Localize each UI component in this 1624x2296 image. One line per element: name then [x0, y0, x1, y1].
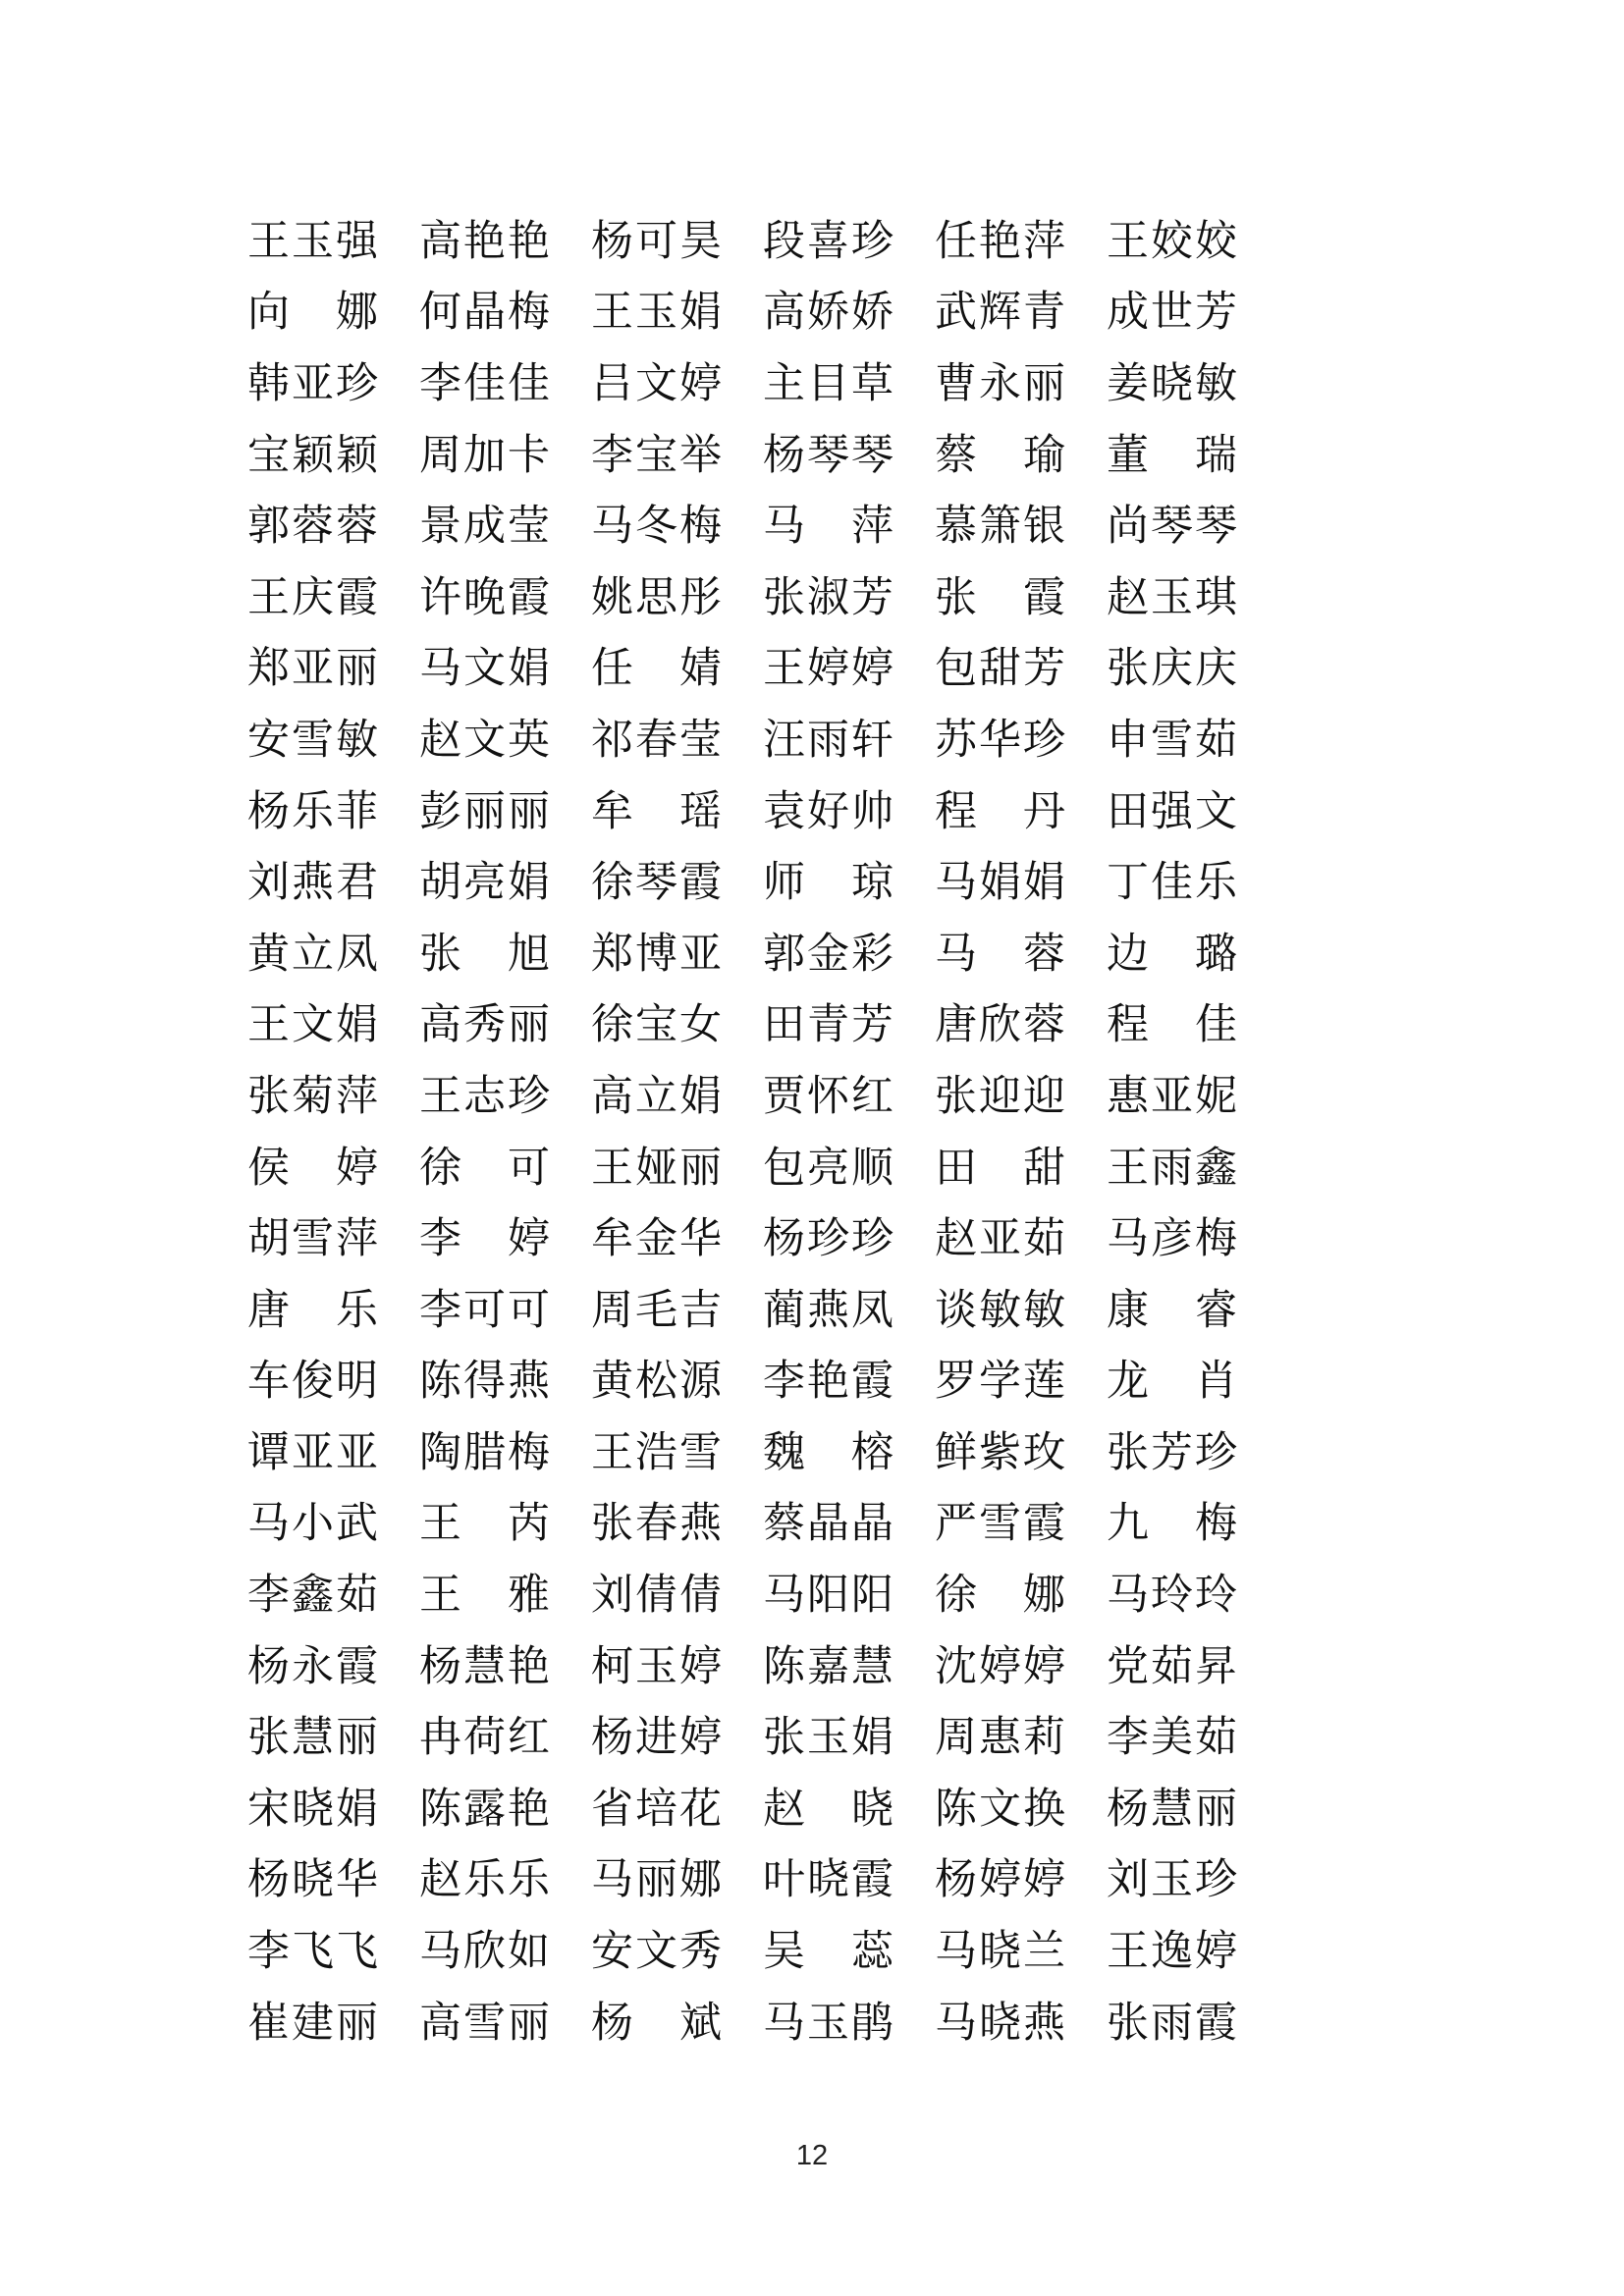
name-cell: 张庆庆 [1107, 644, 1239, 694]
name-cell: 陈文换 [935, 1784, 1067, 1834]
name-cell: 唐欣蓉 [935, 1000, 1067, 1050]
name-cell: 李宝举 [591, 430, 724, 480]
name-cell: 王玉强 [247, 216, 380, 266]
name-cell: 刘玉珍 [1107, 1855, 1239, 1905]
name-cell: 陈露艳 [419, 1784, 552, 1834]
name-cell: 省培花 [591, 1784, 724, 1834]
name-cell: 黄立凤 [247, 929, 380, 979]
name-cell: 袁好帅 [763, 786, 895, 836]
name-cell: 马 萍 [763, 502, 895, 552]
name-cell: 张雨霞 [1107, 1998, 1239, 2048]
name-cell: 王雨鑫 [1107, 1143, 1239, 1193]
name-cell: 任艳萍 [935, 216, 1067, 266]
name-cell: 李佳佳 [419, 358, 552, 408]
name-cell: 龙 肖 [1107, 1357, 1239, 1407]
name-cell: 马欣如 [419, 1927, 552, 1977]
name-cell: 张春燕 [591, 1499, 724, 1549]
name-cell: 马晓燕 [935, 1998, 1067, 2048]
name-cell: 程 佳 [1107, 1000, 1239, 1050]
name-cell: 周加卡 [419, 430, 552, 480]
name-cell: 安文秀 [591, 1927, 724, 1977]
name-cell: 马文娟 [419, 644, 552, 694]
name-cell: 贾怀红 [763, 1071, 895, 1121]
name-cell: 宝颖颖 [247, 430, 380, 480]
name-cell: 杨慧艳 [419, 1641, 552, 1691]
name-cell: 田强文 [1107, 786, 1239, 836]
name-cell: 陶腊梅 [419, 1427, 552, 1477]
name-cell: 杨晓华 [247, 1855, 380, 1905]
name-cell: 郑博亚 [591, 929, 724, 979]
name-cell: 田青芳 [763, 1000, 895, 1050]
name-cell: 李可可 [419, 1285, 552, 1335]
name-cell: 牟金华 [591, 1214, 724, 1264]
name-cell: 高雪丽 [419, 1998, 552, 2048]
name-cell: 马 蓉 [935, 929, 1067, 979]
name-list [247, 206, 1249, 2058]
name-cell: 赵 晓 [763, 1784, 895, 1834]
name-cell: 惠亚妮 [1107, 1071, 1239, 1121]
name-cell: 李 婷 [419, 1214, 552, 1264]
name-cell: 黄松源 [591, 1357, 724, 1407]
name-cell: 许晚霞 [419, 572, 552, 622]
name-cell: 李飞飞 [247, 1927, 380, 1977]
name-cell: 张 霞 [935, 572, 1067, 622]
name-cell: 马小武 [247, 1499, 380, 1549]
name-cell: 韩亚珍 [247, 358, 380, 408]
name-cell: 曹永丽 [935, 358, 1067, 408]
name-cell: 张淑芳 [763, 572, 895, 622]
name-cell: 王婷婷 [763, 644, 895, 694]
name-cell: 牟 瑶 [591, 786, 724, 836]
name-cell: 丁佳乐 [1107, 858, 1239, 908]
name-cell: 胡亮娟 [419, 858, 552, 908]
name-cell: 王姣姣 [1107, 216, 1239, 266]
name-cell: 任 婧 [591, 644, 724, 694]
name-cell: 高秀丽 [419, 1000, 552, 1050]
name-cell: 杨慧丽 [1107, 1784, 1239, 1834]
name-cell: 成世芳 [1107, 288, 1239, 338]
name-cell: 王娅丽 [591, 1143, 724, 1193]
name-cell: 马玲玲 [1107, 1571, 1239, 1621]
name-cell: 车俊明 [247, 1357, 380, 1407]
name-cell: 党茹昇 [1107, 1641, 1239, 1691]
name-cell: 杨可昊 [591, 216, 724, 266]
name-cell: 段喜珍 [763, 216, 895, 266]
name-cell: 张 旭 [419, 929, 552, 979]
name-cell: 蔡晶晶 [763, 1499, 895, 1549]
name-cell: 尚琴琴 [1107, 502, 1239, 552]
name-cell: 杨永霞 [247, 1641, 380, 1691]
name-cell: 谈敏敏 [935, 1285, 1067, 1335]
name-cell: 彭丽丽 [419, 786, 552, 836]
name-cell: 王文娟 [247, 1000, 380, 1050]
name-cell: 郭蓉蓉 [247, 502, 380, 552]
name-cell: 吴 蕊 [763, 1927, 895, 1977]
name-cell: 康 睿 [1107, 1285, 1239, 1335]
name-cell: 张芳珍 [1107, 1427, 1239, 1477]
name-cell: 慕箫银 [935, 502, 1067, 552]
name-cell: 刘燕君 [247, 858, 380, 908]
name-cell: 张迎迎 [935, 1071, 1067, 1121]
name-cell: 侯 婷 [247, 1143, 380, 1193]
name-cell: 宋晓娟 [247, 1784, 380, 1834]
name-cell: 申雪茹 [1107, 715, 1239, 765]
name-cell: 罗学莲 [935, 1357, 1067, 1407]
name-cell: 高立娟 [591, 1071, 724, 1121]
name-cell: 边 璐 [1107, 929, 1239, 979]
name-cell: 王庆霞 [247, 572, 380, 622]
name-cell: 马晓兰 [935, 1927, 1067, 1977]
name-cell: 马丽娜 [591, 1855, 724, 1905]
name-cell: 鲜紫玫 [935, 1427, 1067, 1477]
name-cell: 赵亚茹 [935, 1214, 1067, 1264]
name-cell: 柯玉婷 [591, 1641, 724, 1691]
name-cell: 祁春莹 [591, 715, 724, 765]
name-cell: 赵乐乐 [419, 1855, 552, 1905]
name-cell: 马玉鹃 [763, 1998, 895, 2048]
name-cell: 何晶梅 [419, 288, 552, 338]
name-cell: 徐宝女 [591, 1000, 724, 1050]
name-cell: 赵文英 [419, 715, 552, 765]
name-cell: 谭亚亚 [247, 1427, 380, 1477]
name-cell: 郭金彩 [763, 929, 895, 979]
name-cell: 赵玉琪 [1107, 572, 1239, 622]
name-cell: 郑亚丽 [247, 644, 380, 694]
name-cell: 田 甜 [935, 1143, 1067, 1193]
name-cell: 董 瑞 [1107, 430, 1239, 480]
name-cell: 王浩雪 [591, 1427, 724, 1477]
name-cell: 安雪敏 [247, 715, 380, 765]
name-cell: 徐 可 [419, 1143, 552, 1193]
name-cell: 陈嘉慧 [763, 1641, 895, 1691]
name-cell: 杨乐菲 [247, 786, 380, 836]
name-cell: 高艳艳 [419, 216, 552, 266]
name-cell: 杨 斌 [591, 1998, 724, 2048]
name-cell: 包亮顺 [763, 1143, 895, 1193]
name-cell: 周毛吉 [591, 1285, 724, 1335]
name-cell: 严雪霞 [935, 1499, 1067, 1549]
name-cell: 蔺燕凤 [763, 1285, 895, 1335]
name-cell: 包甜芳 [935, 644, 1067, 694]
name-cell: 张玉娟 [763, 1713, 895, 1763]
name-cell: 苏华珍 [935, 715, 1067, 765]
name-cell: 刘倩倩 [591, 1571, 724, 1621]
name-cell: 景成莹 [419, 502, 552, 552]
name-cell: 马娟娟 [935, 858, 1067, 908]
name-cell: 沈婷婷 [935, 1641, 1067, 1691]
page-number: 12 [795, 2140, 829, 2171]
name-cell: 蔡 瑜 [935, 430, 1067, 480]
name-cell: 王玉娟 [591, 288, 724, 338]
name-cell: 李艳霞 [763, 1357, 895, 1407]
name-cell: 冉荷红 [419, 1713, 552, 1763]
name-cell: 王志珍 [419, 1071, 552, 1121]
name-cell: 杨婷婷 [935, 1855, 1067, 1905]
name-cell: 马阳阳 [763, 1571, 895, 1621]
name-cell: 汪雨轩 [763, 715, 895, 765]
name-cell: 张菊萍 [247, 1071, 380, 1121]
name-cell: 叶晓霞 [763, 1855, 895, 1905]
name-cell: 崔建丽 [247, 1998, 380, 2048]
name-cell: 姚思彤 [591, 572, 724, 622]
name-cell: 姜晓敏 [1107, 358, 1239, 408]
name-cell: 九 梅 [1107, 1499, 1239, 1549]
name-cell: 杨琴琴 [763, 430, 895, 480]
name-cell: 王 雅 [419, 1571, 552, 1621]
name-cell: 杨珍珍 [763, 1214, 895, 1264]
name-cell: 魏 榕 [763, 1427, 895, 1477]
name-cell: 胡雪萍 [247, 1214, 380, 1264]
name-cell: 杨进婷 [591, 1713, 724, 1763]
name-cell: 张慧丽 [247, 1713, 380, 1763]
name-cell: 程 丹 [935, 786, 1067, 836]
name-cell: 王逸婷 [1107, 1927, 1239, 1977]
name-cell: 周惠莉 [935, 1713, 1067, 1763]
name-cell: 陈得燕 [419, 1357, 552, 1407]
name-cell: 徐琴霞 [591, 858, 724, 908]
name-cell: 王 芮 [419, 1499, 552, 1549]
name-cell: 李鑫茹 [247, 1571, 380, 1621]
name-cell: 主目草 [763, 358, 895, 408]
name-cell: 高娇娇 [763, 288, 895, 338]
name-cell: 马冬梅 [591, 502, 724, 552]
name-cell: 武辉青 [935, 288, 1067, 338]
name-cell: 徐 娜 [935, 1571, 1067, 1621]
name-cell: 马彦梅 [1107, 1214, 1239, 1264]
name-cell: 吕文婷 [591, 358, 724, 408]
name-cell: 师 琼 [763, 858, 895, 908]
name-cell: 向 娜 [247, 288, 380, 338]
name-cell: 李美茹 [1107, 1713, 1239, 1763]
name-cell: 唐 乐 [247, 1285, 380, 1335]
